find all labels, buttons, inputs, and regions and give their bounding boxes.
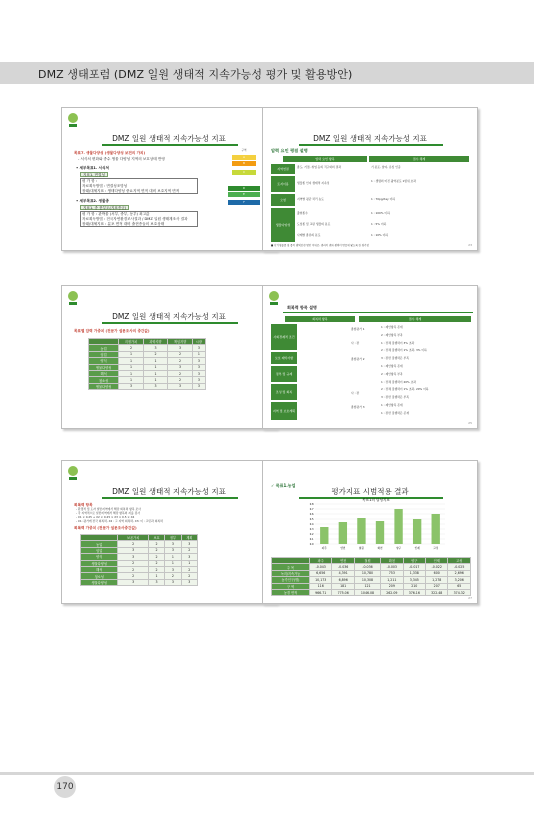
slide-4 [262,285,478,429]
y-tick-label: 0.8 [309,502,314,506]
x-tick-label: 철원 [358,547,364,550]
bar [432,514,440,544]
legend-e: E [228,192,260,197]
table-cell: 1 [143,364,168,370]
table-cell: 2 [148,554,164,560]
indicator2-row: 장래/대체지표 : 분포 면적 대비 출현종들의 보호상태 [82,222,165,226]
score: 1 : 제안항목 존재 [381,364,403,368]
bar [376,521,384,544]
bar [394,509,402,544]
label: 종합평가 1 [351,327,365,331]
item: 종도, 거점, 취업 등의 직구와의 결과 [297,165,342,169]
table-cell: 1,211 [381,577,403,583]
line: - X1 × 0.25 + X2 × 0.25 × X3 × 0.5 × X4 [76,515,135,519]
group-label: 조성 및 회복 [271,384,297,400]
column-header: 화천 [381,558,403,564]
table-cell: 2 [118,566,148,572]
table-cell: 3 [192,377,205,383]
score: 1 : 100% 이하 [371,211,390,215]
table-cell: 3 [165,541,181,547]
slide-6 [262,460,478,604]
table-cell: 322.48 [426,589,448,595]
column-header: 회복력 항목 [285,316,355,322]
bar [320,527,328,544]
table-cell: -0.036 [354,564,380,570]
row-label: 농가인구(명) [272,577,310,583]
score: 2 : 제안항목 부족 [381,371,403,376]
score: 3 : 관련 집행력은 부족 [381,395,409,400]
table-cell: 2 [168,358,193,364]
column-header: 철원 [354,558,380,564]
table-cell: 1 [143,358,168,364]
score: 1 : 70pg/day 이하 [371,197,395,201]
table-cell: 2 [181,573,197,579]
score: 1 : 전체 집행력이 20% 초과 [381,379,416,384]
table-cell: 753 [381,570,403,576]
title-underline [102,144,238,146]
table-cell: -0.017 [403,564,425,570]
row-label: 구 역 [272,583,310,589]
table-cell: -0.025 [448,564,471,570]
legend-title: 구역 [232,148,256,153]
table-cell: 2 [118,541,148,547]
y-tick-label: 0.2 [309,532,314,536]
group-label: 오염 [271,194,295,206]
legend-b: B [232,161,256,166]
y-tick-label: 0.5 [309,517,314,521]
title-underline [283,312,473,313]
slide-3 [61,285,277,429]
table-cell: 181 [332,583,354,589]
title-underline [102,322,238,324]
table-cell: 1 [148,573,164,579]
x-tick-label: 화천 [377,547,383,550]
table-cell: 3,345 [403,577,425,583]
group-label: 지역연결 [271,164,295,174]
row-label: 생물다양성 [89,383,119,389]
column-header: 파주 [309,558,331,564]
table-cell: 121 [354,583,380,589]
table-cell: 966.71 [309,589,331,595]
table-cell: 3 [192,383,205,389]
row-label: 생물다양성 [81,579,118,585]
title-underline [299,144,443,146]
table-cell: 376.16 [403,589,425,595]
row-label: 농업 [89,345,119,351]
table-cell: 3,206 [448,577,471,583]
slide-5 [61,460,277,604]
table-row [81,579,198,585]
column-header: 인제 [426,558,448,564]
table-row [272,589,471,595]
table-cell: 3 [192,345,205,351]
table-cell: 207 [426,583,448,589]
slide-subtitle: 목표별 압력 가중치 (전문가 설문조사의 중간값) [74,329,150,333]
row-label: 임업 [89,351,119,357]
column-header: 고성 [448,558,471,564]
column-header: 책임지향 [168,339,193,345]
slide-2 [262,107,478,251]
label: 종합평가 2 [351,357,365,361]
row-label: 농업 [81,541,118,547]
section-title: ✓ 목표1.농업 [271,483,296,488]
detail1-heading: • 세부목표1. 서식처 [76,166,109,170]
table-cell: 10,173 [309,577,331,583]
table-cell: 6,896 [332,577,354,583]
slide-number: 23 [468,243,472,247]
row-label: 생물다양성 [81,560,118,566]
table-cell: 1 [119,370,144,376]
indicator2-row: 자료획득방법 : 전국자연환경조사결과 / DMZ 일원 생태계조사 결과 [82,217,188,221]
table-cell: 209 [381,583,403,589]
table-cell: 3 [118,547,148,553]
table-cell: 1 [181,560,197,566]
indicator2-label: 지표1. 종 풍부도(지표종군) [80,205,129,210]
table-cell: 2 [118,560,148,566]
results-table [271,557,471,596]
table-cell: 2 [148,547,164,553]
y-tick-label: 0.4 [309,522,314,526]
bar-chart [301,496,451,554]
bar [357,518,365,544]
table-cell: 2 [143,351,168,357]
line: - 각 지역적으로 일반지역에서 해당 항목의 지를 검사 [76,511,140,515]
table-cell: 3 [181,541,197,547]
table-cell: 6,656 [309,570,331,576]
table-cell: -0.003 [381,564,403,570]
x-tick-label: 인제 [414,547,420,550]
logo-icon [66,465,80,483]
indicator1-label: 지표1. 면결성 [80,172,108,177]
table-cell: 2 [181,547,197,553]
score: 1 : 제안항목 존재 [381,403,403,407]
table-cell: 65 [448,583,471,589]
score: 2 : 전체 집행력이 1% 초과, 3% 이하 [381,348,427,353]
chart-title: 목표1의 달성지표 [362,498,390,502]
table-cell: 3 [192,370,205,376]
legend-c: C [232,170,256,175]
table-cell: -0.036 [332,564,354,570]
table-cell: 1 [119,358,144,364]
column-header: 보존가치 [118,535,148,541]
score: 1 : 생명의 미진 광역분포 1범위 초과 [371,179,416,183]
row-label: 녹지/지속가능 [272,570,310,576]
x-tick-label: 고성 [433,547,439,550]
goal-title: 목표7. 생물다양성 (생물다양성 보전의 가치) [74,151,146,155]
table-cell: 210 [403,583,425,589]
column-header: 연천 [332,558,354,564]
table-cell: 2 [148,566,164,572]
x-tick-label: 연천 [340,547,346,550]
logo-icon [66,112,80,130]
weights-table [80,534,198,586]
table-cell: 10,308 [354,577,380,583]
score: 1 : 5% 이하 [371,222,387,226]
table-cell: 1 [119,377,144,383]
label: 사 : 관 [351,391,360,395]
table-cell: 1046.08 [354,589,380,595]
note: ■ 단기생물종 및 종의 광역보전 방안 이내로, 생리의 변화 광역의 반응에 맞도록 한 평가함 [271,244,370,247]
table-cell: 600 [426,570,448,576]
slide-number: 27 [468,596,472,600]
group-label: 지역 및 보호계획 [271,402,297,420]
table-cell: 3 [168,383,193,389]
score: 2 : 전체 집행력이 1% 초과, 20% 이하 [381,387,429,392]
score: 3 : 관련 집행력은 부족 [381,356,409,361]
table-cell: 3 [168,364,193,370]
row-label: 농경 면적 [272,589,310,595]
row-label: 해석 [89,370,119,376]
section-title: 회복력 항목 [74,503,93,507]
table-cell: 374.32 [448,589,471,595]
row-label: 청소성 [89,377,119,383]
x-tick-label: 양구 [396,547,402,550]
column-header: 시장 [192,339,205,345]
table-cell: 2,696 [448,570,471,576]
indicator1-row: 자료획득방법 : 면결성조망성 [82,184,128,188]
item: 사례별 종류의 분포 [297,233,321,237]
column-header: 정부 [165,535,181,541]
table-cell: 1 [165,554,181,560]
label: 사 : 관 [351,341,360,345]
column-header: 점수 체계 [369,156,469,162]
header-title: DMZ 생태포럼 (DMZ 일원 생태적 지속가능성 평가 및 활용방안) [38,68,353,81]
item: 도입종 및 교란 생물의 분포 [297,222,331,226]
legend-f: F [228,200,260,205]
group-label: 사회경제적 조건 [271,324,297,350]
table-cell: 2 [148,560,164,566]
table-cell: 2 [168,377,193,383]
table-cell: 3 [181,579,197,585]
table-cell: 4,391 [332,570,354,576]
label: 종합평가 3 [351,405,365,409]
table-cell: 262.09 [381,589,403,595]
y-tick-label: 0.7 [309,507,314,511]
row-label: 양식 [81,554,118,560]
group-label: 보호 제약사항 [271,352,297,364]
table-cell: 2 [168,351,193,357]
table-cell: 3 [181,554,197,560]
slide-1 [61,107,277,251]
table-cell: 2 [118,573,148,579]
group-label: 정부 및 규제 [271,366,297,382]
slide-title: 회복력 항목 설명 [287,305,317,310]
table-cell: -0.043 [309,564,331,570]
table-cell: 116 [309,583,331,589]
item: 지역별 평균 처리 농도 [297,197,324,201]
row-label: 주 목 [272,564,310,570]
table-cell: 1 [143,377,168,383]
legend-d: D [228,186,260,191]
score: 기 분포, 참여, 유입 인증 [371,165,401,169]
item: 생물종 인지 생태적 지속성 [297,181,330,185]
score: 1 : 10% 이하 [371,233,389,237]
slide-title: DMZ 일원 생태적 지속가능성 지표 [313,134,427,143]
slide-title: 평가지표 시범적용 결과 [331,487,409,496]
logo-icon [267,290,281,308]
table-cell: 3 [192,358,205,364]
indicator2-row: 평 가 항 : 관박물 (서부, 중부, 동부) 최고값 [82,212,150,216]
indicator1-row: 평 가 항 : [82,179,98,183]
logo-icon [66,290,80,308]
table-cell: 3 [148,579,164,585]
slide-number: 25 [468,421,472,425]
x-tick-label: 파주 [321,547,327,550]
table-cell: 775.06 [332,589,354,595]
y-tick-label: 0.1 [309,537,314,541]
table-cell: 3 [119,383,144,389]
table-cell: 3 [165,579,181,585]
slide-title: DMZ 일원 생태적 지속가능성 지표 [112,487,226,496]
score: 2 : 제안항목 부족 [381,332,403,337]
footer-line [0,772,534,775]
group-label: 생물다양성 [271,208,295,242]
row-label: 양식 [89,358,119,364]
table-cell: 3 [118,579,148,585]
row-label: 해석 [81,566,118,572]
weights-table [88,338,206,390]
table-cell: 1 [119,351,144,357]
score: 1 : 관련 집행력은 존재 [381,410,409,415]
score: 1 : 제안항목 존재 [381,325,403,329]
group-label: 토지이용 [271,176,295,192]
detail2-heading: • 세부목표2. 생물종 [76,199,109,203]
title-underline [102,497,238,499]
y-tick-label: 0.0 [309,542,314,546]
item: 출현종수 [297,211,308,215]
table-cell: 1 [192,351,205,357]
bar [339,522,347,544]
table-cell: 1,338 [403,570,425,576]
y-tick-label: 0.6 [309,512,314,516]
row-label: 임업 [81,547,118,553]
slide-subtitle: 압력 요인 평점 설명 [271,148,308,153]
column-header: 점수 체계 [359,316,471,322]
score: 1 : 전체 집행력이 3% 초과 [381,340,415,345]
column-header: 압력 요인 항목 [283,156,367,162]
table-cell: -0.022 [426,564,448,570]
table-cell: 1,278 [426,577,448,583]
table-cell: 2 [168,370,193,376]
slide-title: DMZ 일원 생태적 지속가능성 지표 [112,134,226,143]
line: - 환경적 및 도자 일반지역에서 해당 회복력 항목 조사 [76,507,141,511]
table-cell: 2 [165,573,181,579]
table-cell: 2 [181,566,197,572]
table-cell: 3 [192,364,205,370]
table-cell: 3 [168,345,193,351]
table-cell: 3 [118,554,148,560]
line: - X1: 평가에 전국 회복력, X2 : 그 지역 회복력, X3: 이 : 고민과 회복력 [76,519,163,523]
table-cell: 3 [143,383,168,389]
goal-subtitle: - 서식처 변화와 종수 생물 다양성 지역의 보호상태 반영 [78,157,165,161]
table-cell: 3 [165,547,181,553]
table-cell: 1 [165,560,181,566]
column-header: 계획 [181,535,197,541]
page-number: 170 [54,776,76,798]
column-header: 보호 [148,535,164,541]
table-cell: 3 [143,345,168,351]
row-label: 생물다양성 [89,364,119,370]
bar [413,519,421,544]
legend-a: A [232,155,256,160]
column-header: 지정가치 [119,339,144,345]
slide-subtitle: 회복력 가중치 (전문가 설문조사중간값) [74,526,137,530]
y-tick-label: 0.3 [309,527,314,531]
column-header: 양구 [403,558,425,564]
table-cell: 3 [165,566,181,572]
table-cell: 1 [119,364,144,370]
table-cell: 2 [148,541,164,547]
slide-title: DMZ 일원 생태적 지속가능성 지표 [112,312,226,321]
table-row [89,383,206,389]
table-cell: 1 [143,370,168,376]
row-label: 청소성 [81,573,118,579]
table-cell: 10,780 [354,570,380,576]
table-cell: 2 [119,345,144,351]
column-header: 과학지향 [143,339,168,345]
indicator1-row: 장래/대체지표 : 생태다양성 중요지역 면적 대비 보호지역 면적 [82,189,180,193]
